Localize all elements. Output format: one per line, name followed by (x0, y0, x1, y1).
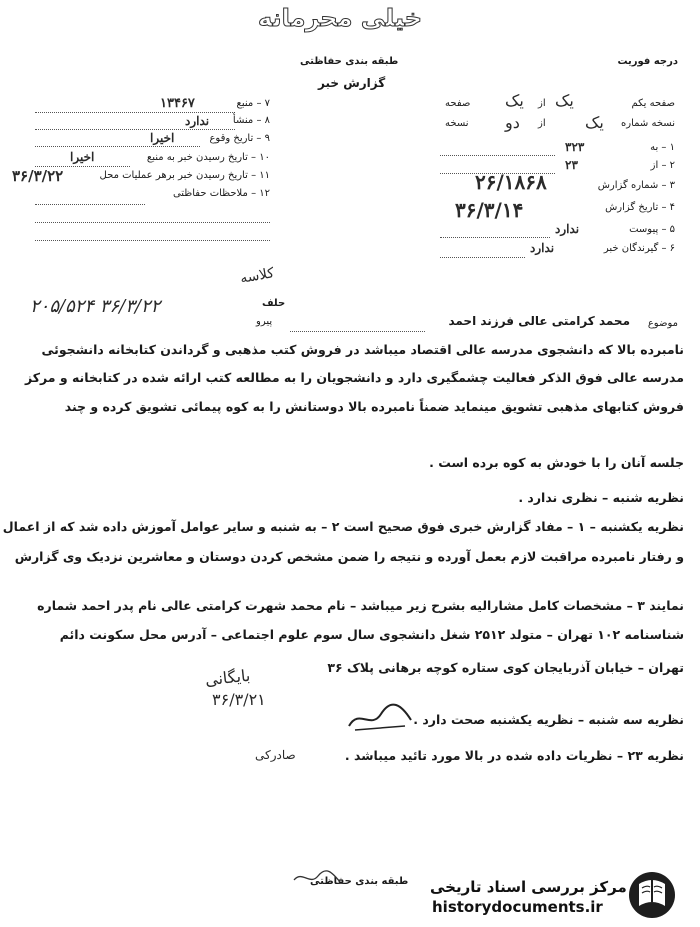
field-8-label: ۸ – منشأ (232, 115, 270, 126)
page-value-2: یک (505, 91, 524, 110)
handwritten-archive-date: ۳۶/۳/۲۱ (212, 690, 266, 709)
field-9-value: اخیرا (150, 131, 175, 145)
field-6-label: ۶ – گیرندگان خبر (603, 243, 675, 254)
field-1-value: ۳۲۳ (565, 140, 585, 154)
field-4-value: ۳۶/۳/۱۴ (455, 198, 524, 222)
copy-of-label: از (538, 118, 546, 129)
field-7-value: ۱۳۴۶۷ (160, 96, 195, 111)
opinion-tuesday: نظریه سه شنبه – نظریه یکشنبه صحت دارد . (413, 712, 684, 727)
form-title: گزارش خبر (318, 76, 386, 90)
field-4-label: ۴ – تاریخ گزارش (605, 202, 675, 213)
field-10-label: ۱۰ – تاریخ رسیدن خبر به منبع (146, 152, 270, 163)
body-line: نظریه یکشنبه – ۱ – مفاد گزارش خبری فوق صحیح است ۲ – به شنبه و سایر عوامل آموزش داده شد که از اعمال (2, 519, 684, 534)
opinion-23: نظریه ۲۳ – نظریات داده شده در بالا مورد تائید میباشد . (344, 748, 684, 763)
copy-label: نسخه شماره (621, 118, 675, 129)
field-10-value: اخیرا (70, 150, 95, 164)
body-line: و رفتار نامبرده مراقبت لازم بعمل آورده و نتیجه را ضمن مشخص کردن دوستان و معاشرین نزدیک وی گزارش (14, 549, 684, 564)
field-8-value: ندارد (185, 114, 210, 128)
copy-unit: نسخه (445, 118, 469, 129)
footer-classification-label: طبقه بندی حفاظتی (310, 876, 409, 887)
handwritten-note: کلاسه (238, 265, 276, 287)
subject-value: محمد کرامتی عالی فرزند احمد (448, 314, 630, 328)
footer-scribble (292, 868, 342, 888)
field-6-value: ندارد (530, 241, 555, 255)
watermark-url: historydocuments.ir (432, 898, 603, 916)
body-line: جلسه آنان را با خودش به کوه برده است . (429, 455, 684, 470)
priority-label: درجه فوریت (617, 56, 678, 67)
handwritten-initial: صادرکی (255, 748, 296, 762)
handwritten-ref-number: ۲۰۵/۵۲۴ ۳۶/۳/۲۲ (30, 296, 161, 317)
ref-side-label-2: پیرو (256, 316, 273, 327)
opinion-saturday: نظریه شنبه – نظری ندارد . (518, 490, 684, 505)
field-9-label: ۹ – تاریخ وقوع (209, 133, 270, 144)
archive-logo-icon (627, 870, 677, 920)
body-line: فروش کتابهای مذهبی تشویق مینماید ضمناً نامبرده بالا دوستانش را به کوه پیمائی تشویق کرده و چند (64, 399, 684, 414)
page-value-1: یک (555, 91, 574, 110)
field-3-value: ۲۶/۱۸۶۸ (475, 170, 547, 194)
field-3-label: ۳ – شماره گزارش (597, 180, 675, 191)
field-1-label: ۱ – به (650, 142, 675, 153)
field-7-label: ۷ – منبع (236, 98, 270, 109)
body-line: نمایند ۳ – مشخصات کامل مشارالیه بشرح زیر میباشد – نام محمد شهرت کرامتی عالی نام پدر احمد شماره (37, 598, 684, 613)
body-line: تهران – خیابان آذربایجان کوی ستاره کوچه برهانی پلاک ۳۶ (327, 660, 684, 675)
ref-side-label: حلف (262, 298, 286, 309)
copy-value-1: یک (585, 113, 604, 132)
watermark-title: مرکز بررسی اسناد تاریخی (430, 878, 627, 896)
subject-label: موضوع (647, 318, 678, 329)
field-2-value: ۲۳ (565, 158, 578, 172)
body-line: شناسنامه ۱۰۲ تهران – متولد ۲۵۱۲ شغل دانشجوی سال سوم علوم اجتماعی – آدرس محل سکونت دائم (59, 627, 684, 642)
field-2-label: ۲ – از (650, 160, 675, 171)
field-5-label: ۵ – پیوست (629, 224, 675, 235)
field-11-label: ۱۱ – تاریخ رسیدن خبر برهر عملیات محل (99, 170, 270, 181)
body-line: مدرسه عالی فوق الذکر فعالیت چشمگیری دارد و دانشجویان را به مطالعه کتب ارائه شده در کتابخانه و مرکز (24, 370, 684, 385)
classification-stamp: خیلی محرمانه (258, 4, 423, 32)
field-11-value: ۳۶/۳/۲۲ (12, 167, 64, 185)
copy-value-2: دو (505, 113, 520, 132)
signature-mark (345, 700, 415, 734)
field-5-value: ندارد (555, 222, 580, 236)
page-label: صفحه یکم (631, 98, 675, 109)
field-12-label: ۱۲ – ملاحظات حفاظتی (172, 188, 270, 199)
classification-label: طبقه بندی حفاظتی (300, 56, 399, 67)
page-unit: صفحه (445, 98, 471, 109)
body-line: نامبرده بالا که دانشجوی مدرسه عالی اقتصاد میباشد در فروش کتب مذهبی و گرداندن کتابخانه دانشجوئی (41, 342, 684, 357)
page-of-label: از (538, 98, 546, 109)
handwritten-archive-note: بایگانی (204, 665, 252, 690)
